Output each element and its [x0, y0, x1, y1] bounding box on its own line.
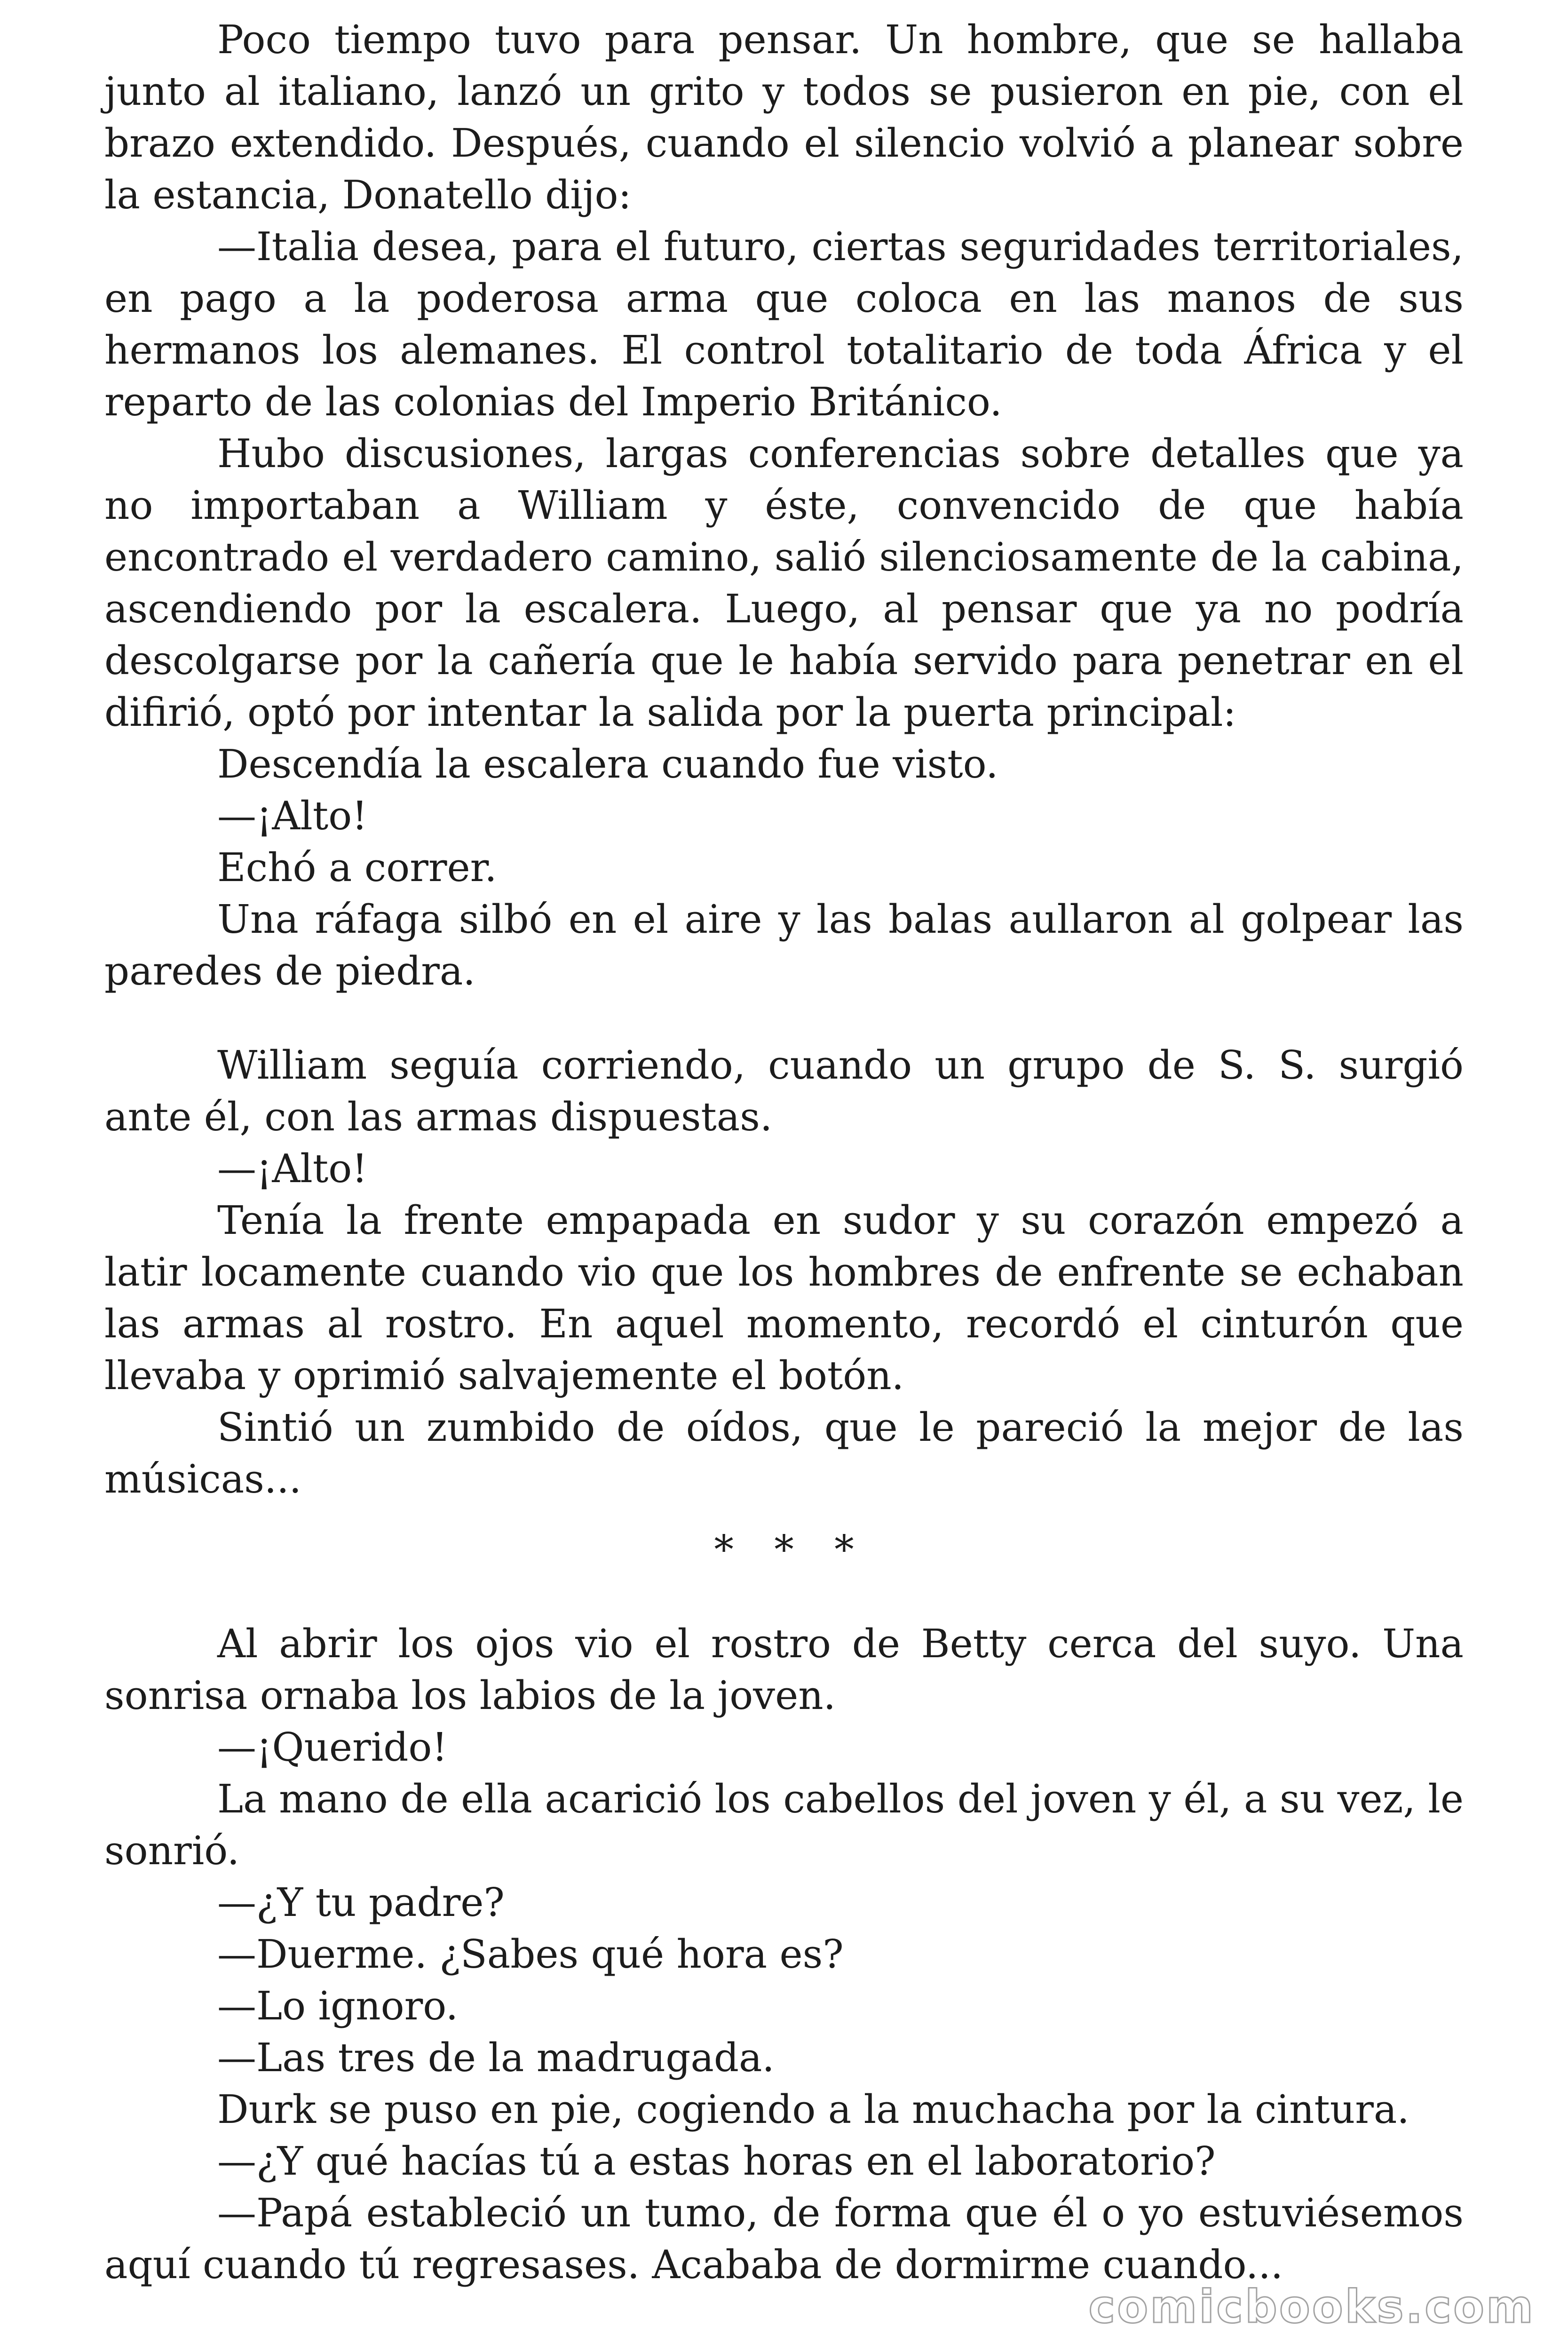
paragraph: William seguía corriendo, cuando un grupo de S. S. surgió ante él, con las armas dispuestas. — [104, 1042, 1464, 1140]
paragraph: —¿Y tu padre? — [217, 1880, 505, 1925]
paragraph: Tenía la frente empapada en sudor y su corazón empezó a latir locamente cuando vio que los hombres de enfrente se echaban las armas al rostro. En aquel momento, recordó el cinturón que llevaba y oprimió salvajemente el botón. — [104, 1198, 1464, 1398]
paragraph: La mano de ella acarició los cabellos del joven y él, a su vez, le sonrió. — [104, 1776, 1464, 1874]
paragraph: —Lo ignoro. — [217, 1983, 459, 2029]
paragraph: —Duerme. ¿Sabes qué hora es? — [217, 1931, 844, 1977]
paragraph: Durk se puso en pie, cogiendo a la muchacha por la cintura. — [217, 2087, 1410, 2132]
paragraph: Hubo discusiones, largas conferencias sobre detalles que ya no importaban a William y éste, convencido de que había encontrado el verdadero camino, salió silenciosamente de la cabina, ascendiendo por la escalera. Luego, al pensar que ya no podría descolgarse por la cañería que le había servido para penetrar en el difirió, optó por intentar la salida por la puerta principal: — [104, 431, 1464, 735]
paragraph: —¡Querido! — [217, 1724, 448, 1770]
paragraph: Descendía la escalera cuando fue visto. — [217, 741, 998, 787]
paragraph: Una ráfaga silbó en el aire y las balas aullaron al golpear las paredes de piedra. — [104, 897, 1464, 994]
section-gap — [104, 997, 1464, 1040]
paragraph: —¿Y qué hacías tú a estas horas en el laboratorio? — [217, 2138, 1216, 2184]
watermark: comicbooks.com — [1088, 2280, 1535, 2333]
paragraph: Al abrir los ojos vio el rostro de Betty cerca del suyo. Una sonrisa ornaba los labios de la joven. — [104, 1621, 1464, 1718]
scene-separator — [104, 1524, 1464, 1576]
paragraph: —Las tres de la madrugada. — [217, 2035, 775, 2081]
scene-separator-text: * * * — [714, 1527, 868, 1573]
paragraph: —Italia desea, para el futuro, ciertas seguridades territoriales, en pago a la poderosa arma que coloca en las manos de sus hermanos los alemanes. El control totalitario de toda África y el reparto de las colonias del Imperio Británico. — [104, 224, 1464, 425]
paragraph: —Papá estableció un tumo, de forma que él o yo estuviésemos aquí cuando tú regresases. Acababa de dormirme cuando... — [104, 2190, 1464, 2288]
paragraph: Sintió un zumbido de oídos, que le pareció la mejor de las músicas... — [104, 1405, 1464, 1502]
paragraph: Poco tiempo tuvo para pensar. Un hombre, que se hallaba junto al italiano, lanzó un grito y todos se pusieron en pie, con el brazo extendido. Después, cuando el silencio volvió a planear sobre la estancia, Donatello dijo: — [104, 17, 1464, 218]
book-page — [104, 14, 1464, 2291]
paragraph: Echó a correr. — [217, 845, 497, 890]
paragraph: —¡Alto! — [217, 1146, 368, 1192]
paragraph: —¡Alto! — [217, 793, 368, 839]
